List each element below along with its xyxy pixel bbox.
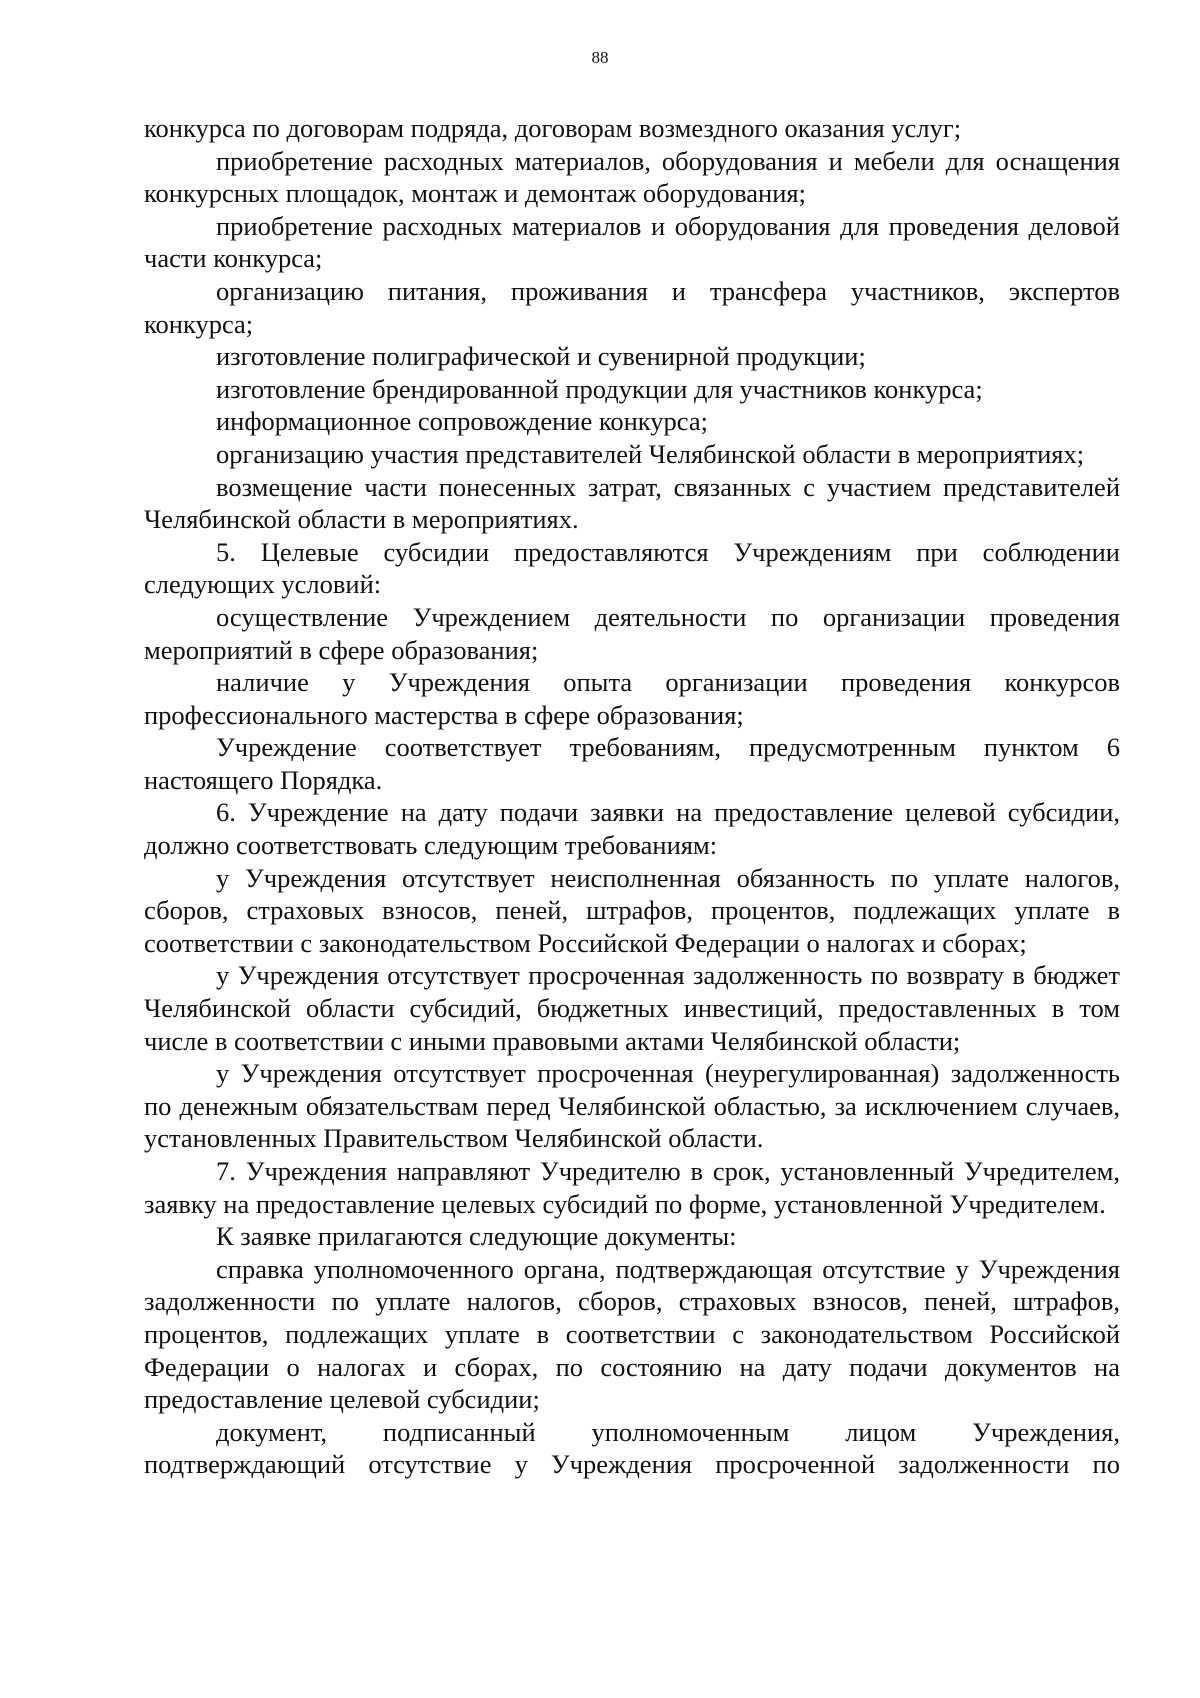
paragraph: 5. Целевые субсидии предоставляются Учреждениям при соблюдении следующих условий: bbox=[144, 536, 1120, 600]
paragraph: организацию участия представителей Челябинской области в мероприятиях; bbox=[216, 438, 1085, 469]
paragraph: приобретение расходных материалов и оборудования для проведения деловой части конкурса; bbox=[144, 210, 1120, 274]
paragraph: организацию питания, проживания и трансфера участников, экспертов конкурса; bbox=[144, 275, 1120, 339]
paragraph: изготовление полиграфической и сувенирной продукции; bbox=[216, 341, 866, 372]
paragraph: у Учреждения отсутствует неисполненная обязанность по уплате налогов, сборов, страховых взносов, пеней, штрафов, процентов, подлежащих уплате в соответствии с законодательством Российской Федерации о налогах и сборах; bbox=[144, 862, 1120, 958]
paragraph: конкурса по договорам подряда, договорам возмездного оказания услуг; bbox=[144, 113, 962, 143]
paragraph: возмещение части понесенных затрат, связанных с участием представителей Челябинской области в мероприятиях. bbox=[144, 471, 1120, 535]
paragraph: информационное сопровождение конкурса; bbox=[216, 406, 709, 437]
paragraph: справка уполномоченного органа, подтверждающая отсутствие у Учреждения задолженности по уплате налогов, сборов, страховых взносов, пеней, штрафов, процентов, подлежащих уплате в соответствии с законодательством Российской Федерации о налогах и сборах, по состоянию на дату подачи документов на предоставление целевой субсидии; bbox=[144, 1253, 1120, 1415]
paragraph: 7. Учреждения направляют Учредителю в срок, установленный Учредителем, заявку на предоставление целевых субсидий по форме, установленной Учредителем. bbox=[144, 1156, 1120, 1219]
page-number: 88 bbox=[591, 48, 609, 67]
paragraph: у Учреждения отсутствует просроченная задолженность по возврату в бюджет Челябинской области субсидий, бюджетных инвестиций, предоставленных в том числе в соответствии с иными правовыми актами Челябинской области; bbox=[144, 960, 1120, 1056]
paragraph: наличие у Учреждения опыта организации проведения конкурсов профессионального мастерства в сфере образования; bbox=[144, 667, 1120, 730]
paragraph: документ, подписанный уполномоченным лицом Учреждения, подтверждающий отсутствие у Учреждения просроченной задолженности по bbox=[144, 1416, 1120, 1480]
paragraph: К заявке прилагаются следующие документы: bbox=[216, 1221, 737, 1252]
paragraph: изготовление брендированной продукции для участников конкурса; bbox=[216, 373, 983, 404]
paragraph: Учреждение соответствует требованиям, предусмотренным пунктом 6 настоящего Порядка. bbox=[144, 732, 1120, 795]
paragraph: 6. Учреждение на дату подачи заявки на предоставление целевой субсидии, должно соответствовать следующим требованиям: bbox=[144, 797, 1120, 861]
document-body bbox=[144, 112, 1120, 1481]
paragraph: приобретение расходных материалов, оборудования и мебели для оснащения конкурсных площадок, монтаж и демонтаж оборудования; bbox=[144, 145, 1120, 209]
paragraph: у Учреждения отсутствует просроченная (неурегулированная) задолженность по денежным обязательствам перед Челябинской областью, за исключением случаев, установленных Правительством Челябинской области. bbox=[144, 1058, 1120, 1154]
paragraph: осуществление Учреждением деятельности по организации проведения мероприятий в сфере образования; bbox=[144, 601, 1120, 665]
